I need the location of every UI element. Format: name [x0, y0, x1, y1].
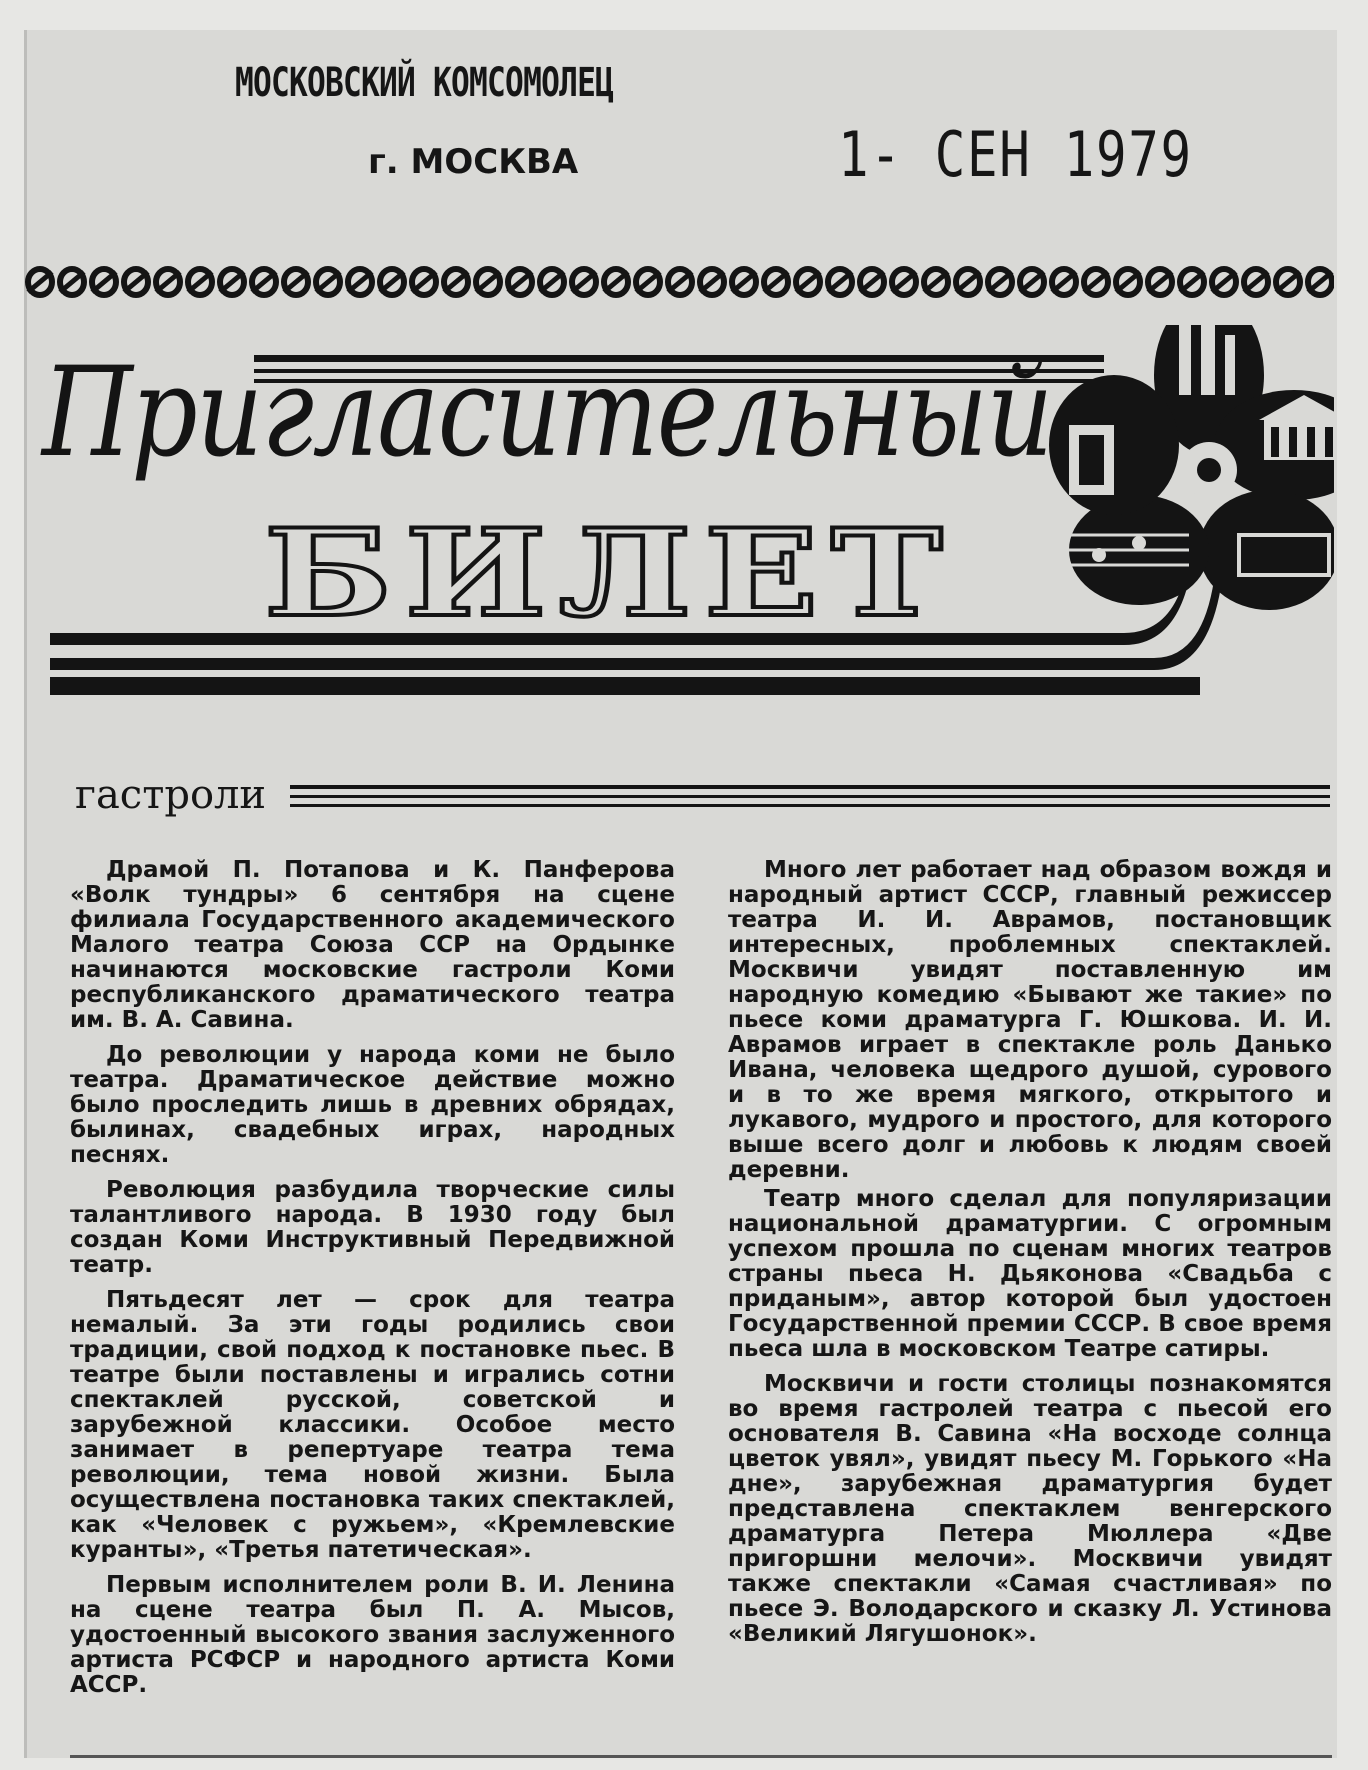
rubric-title-outline: БИЛЕТ: [264, 503, 955, 644]
rubric-header: [24, 325, 1334, 700]
paragraph: Москвичи и гости столицы познакомятся во время гастролей театра с пьесой его основателя В. Савина «На восходе солнца цветок увял», увидят пьесу М. Горького «На дне», зарубежная драматургия будет представлена спектаклем венгерского драматурга Петера Мюллера «Две пригоршни мелочи». Москвичи увидят также спектакли «Самая счастливая» по пьесе Э. Володарского и сказку Л. Устинова «Великий Лягушонок».: [728, 1371, 1332, 1647]
rope-border: [24, 262, 1334, 302]
paragraph: Революция разбудила творческие силы талантливого народа. В 1930 году был создан Коми Инструктивный Передвижной театр.: [70, 1177, 675, 1278]
date-stamp: 1- СЕН 1979: [838, 118, 1193, 191]
article-right-column: [728, 858, 1332, 1657]
paragraph: До революции у народа коми не было театра. Драматическое действие можно было проследить лишь в древних обрядах, былинах, свадебных играх, народных песнях.: [70, 1042, 675, 1168]
paragraph: Драмой П. Потапова и К. Панферова «Волк тундры» 6 сентября на сцене филиала Государственного академического Малого театра Союза ССР на Ордынке начинаются московские гастроли Коми республиканского драматического театра им. В. А. Савина.: [70, 857, 675, 1033]
paragraph: Театр много сделал для популяризации национальной драматургии. С огромным успехом прошла по сценам многих театров страны пьеса Н. Дьяконова «Свадьба с приданым», автор которой был удостоен Государственной премии СССР. В свое время пьеса шла в московском Театре сатиры.: [728, 1186, 1332, 1362]
flower-emblem-icon: [1049, 325, 1334, 610]
rubric-title-script: Пригласительный: [42, 341, 1052, 485]
rubric-rule: [290, 783, 1330, 813]
bottom-rule: [70, 1755, 1332, 1758]
newspaper-name-stamp: МОСКОВСКИЙ КОМСОМОЛЕЦ: [235, 60, 614, 106]
section-rubric: гастроли: [75, 772, 267, 818]
paragraph: Пятьдесят лет — срок для театра немалый. За эти годы родились свои традиции, свой подход к постановке пьес. В театре были поставлены и игрались сотни спектаклей русской, советской и зарубежной классики. Особое место занимает в репертуаре театра тема революции, тема новой жизни. Была осуществлена постановка таких спектаклей, как «Человек с ружьем», «Кремлевские куранты», «Третья патетическая».: [70, 1287, 675, 1563]
city-stamp: г. МОСКВА: [368, 142, 579, 182]
paragraph: Много лет работает над образом вождя и народный артист СССР, главный режиссер театра И. И. Аврамов, постановщик интересных, проблемных спектаклей. Москвичи увидят поставленную им народную комедию «Бывают же такие» по пьесе коми драматурга Г. Юшкова. И. И. Аврамов играет в спектакле роль Данько Ивана, человека щедрого душой, сурового и в то же время мягкого, открытого и лукавого, мудрого и простого, для которого выше всего долг и любовь к людям своей деревни.: [728, 857, 1332, 1183]
paragraph: Первым исполнителем роли В. И. Ленина на сцене театра был П. А. Мысов, удостоенный высокого звания заслуженного артиста РСФСР и народного артиста Коми АССР.: [70, 1572, 675, 1698]
article-left-column: [70, 858, 675, 1708]
